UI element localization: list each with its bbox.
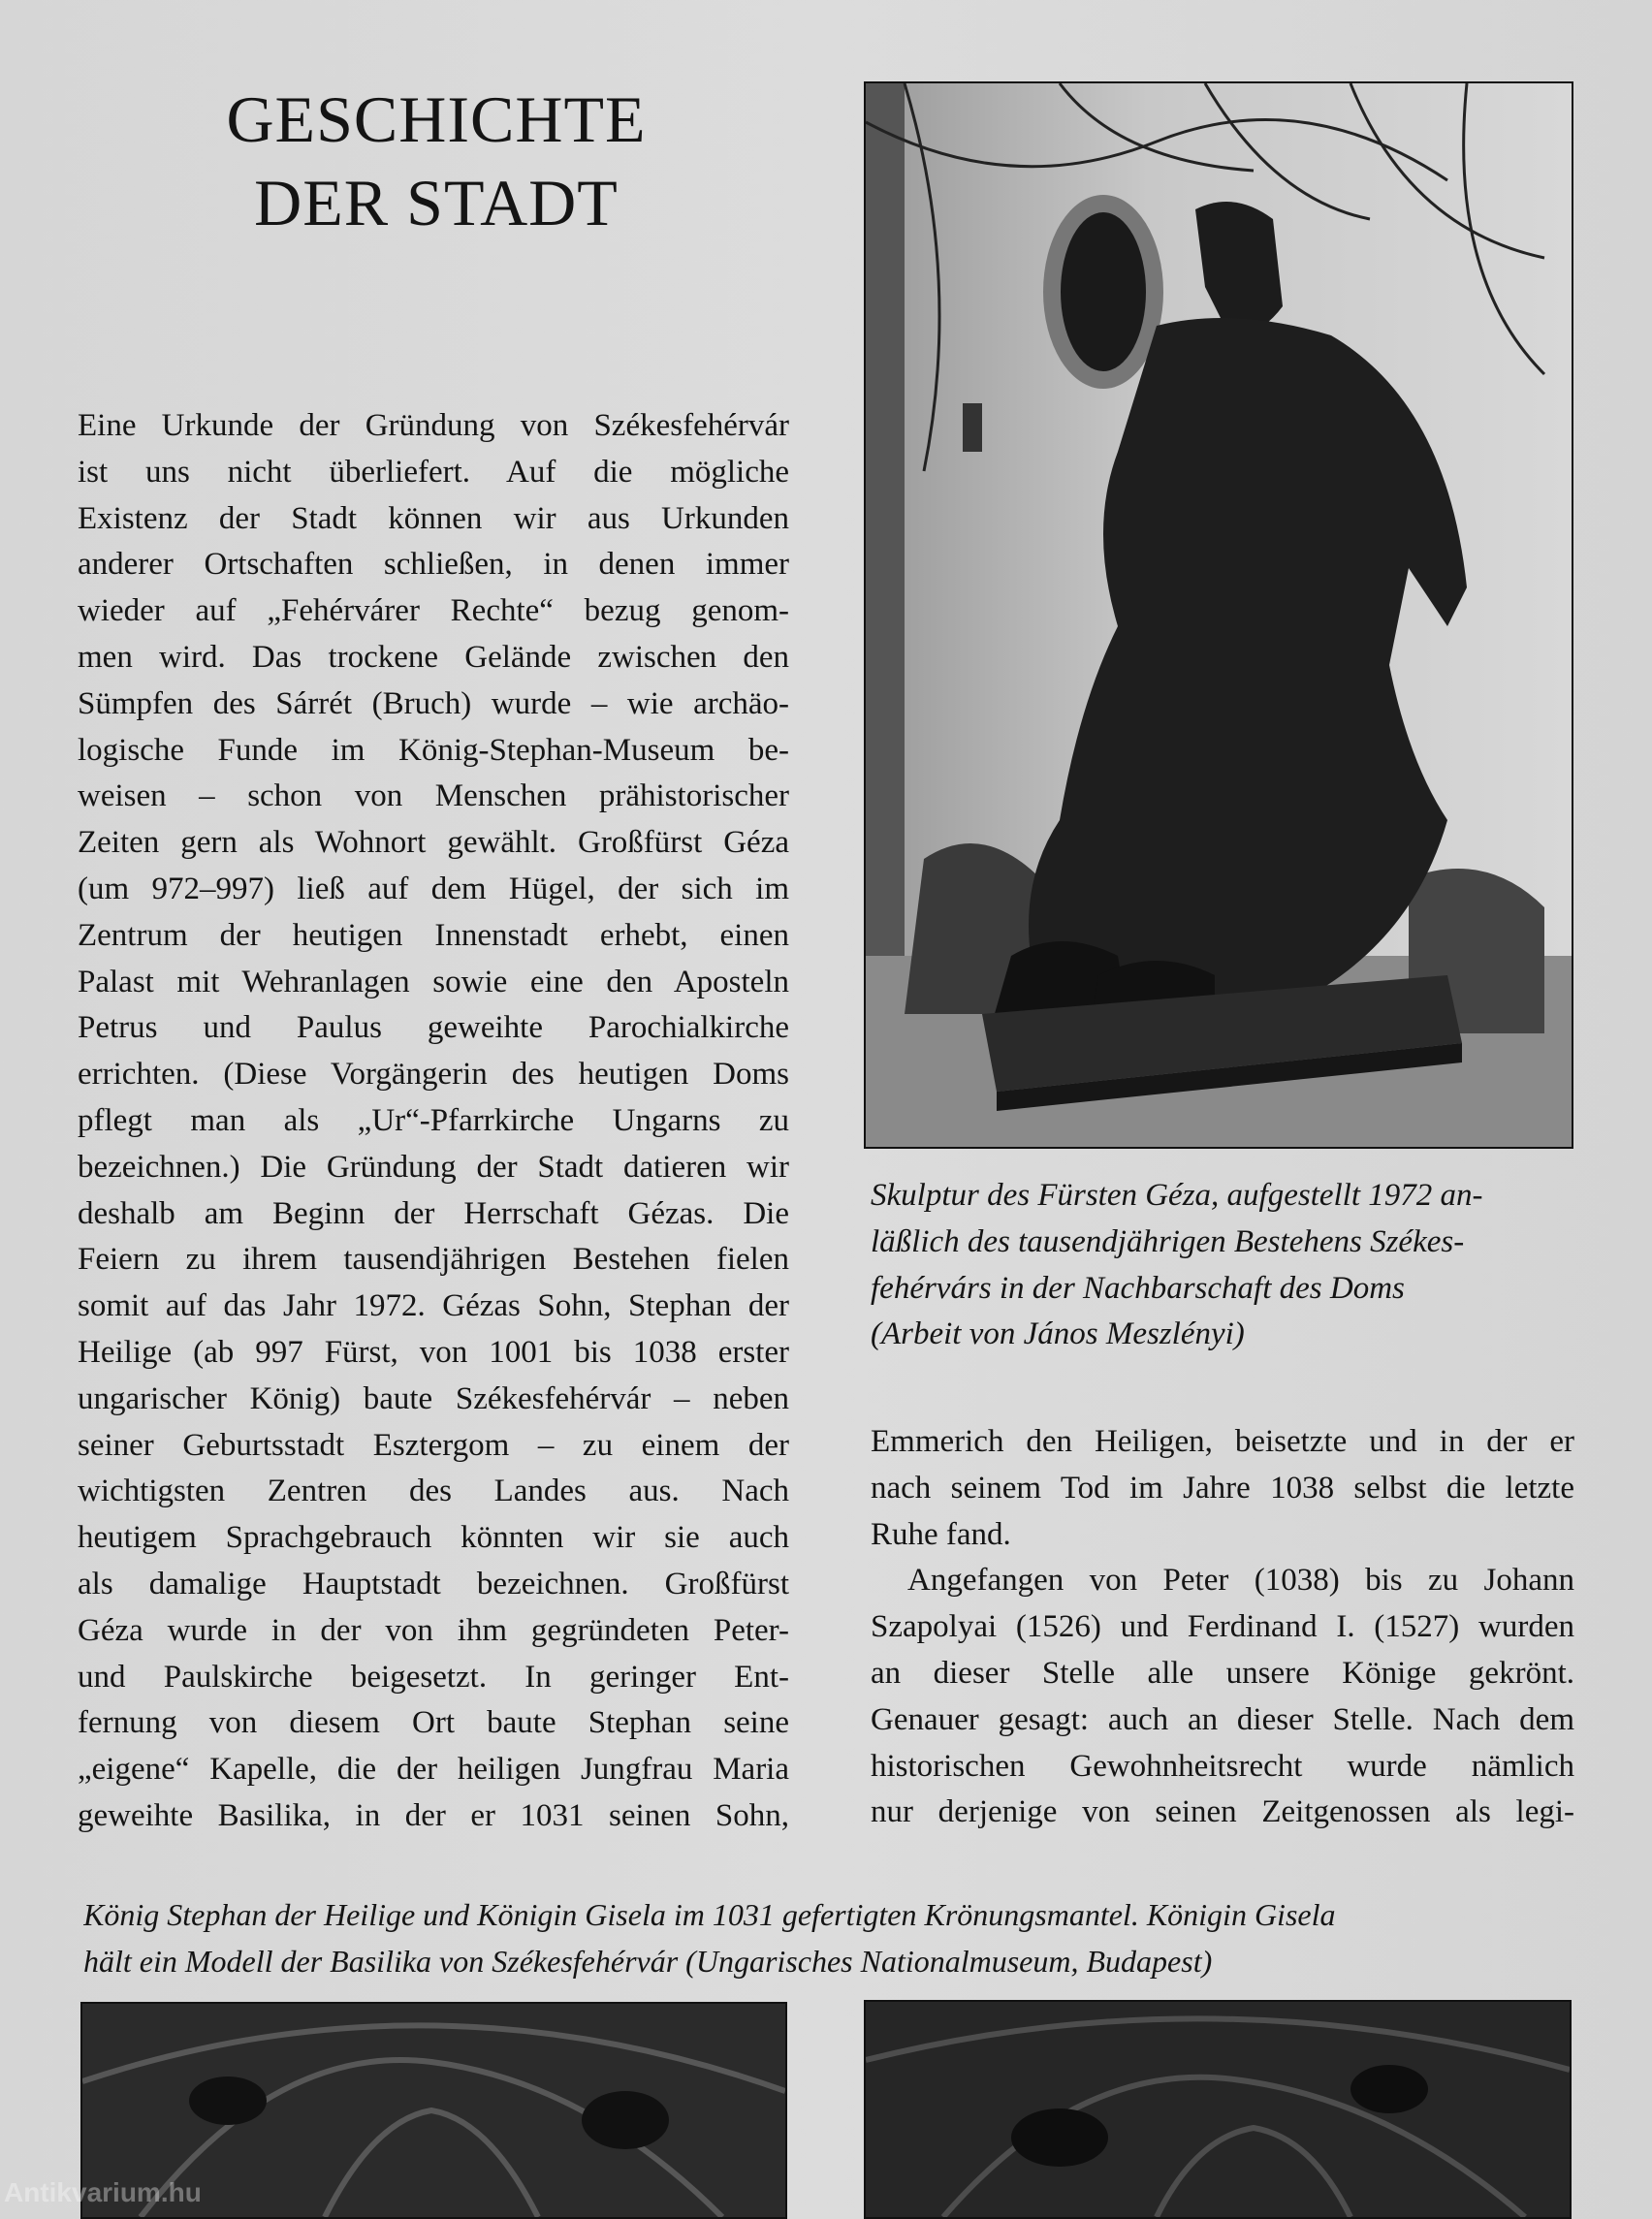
- text-line: historischen Gewohnheitsrecht wurde nämlich: [871, 1748, 1574, 1784]
- text-line: errichten. (Diese Vorgängerin des heutigen Doms: [78, 1057, 789, 1093]
- text-line: Géza wurde in der von ihm gegründeten Peter-: [78, 1612, 789, 1648]
- text-line: logische Funde im König-Stephan-Museum be-: [78, 732, 789, 768]
- statue-photo: [864, 81, 1573, 1149]
- text-line: men wird. Das trockene Gelände zwischen den: [78, 639, 789, 675]
- watermark: Antikvarium.hu: [4, 2177, 202, 2207]
- text-line: Angefangen von Peter (1038) bis zu Johann: [907, 1563, 1574, 1599]
- text-line: wichtigsten Zentren des Landes aus. Nach: [78, 1474, 789, 1509]
- title-line-2: DER STADT: [254, 166, 619, 239]
- text-line: nach seinem Tod im Jahre 1038 selbst die letzte: [871, 1470, 1574, 1506]
- text-line: und Paulskirche beigesetzt. In geringer Ent-: [78, 1659, 789, 1695]
- text-line: Zeiten gern als Wohnort gewählt. Großfürst Géza: [78, 825, 789, 861]
- text-line: bezeichnen.) Die Gründung der Stadt datieren wir: [78, 1149, 789, 1185]
- text-line: pflegt man als „Ur“-Pfarrkirche Ungarns zu: [78, 1102, 789, 1138]
- caption-line: hält ein Modell der Basilika von Székesfehérvár (Ungarisches Nationalmuseum, Budapest): [83, 1943, 1213, 1979]
- caption-line: läßlich des tausendjährigen Bestehens Székes-: [871, 1223, 1465, 1259]
- text-line: nur derjenige von seinen Zeitgenossen als legi-: [871, 1794, 1574, 1830]
- text-line: (um 972–997) ließ auf dem Hügel, der sich im: [78, 871, 789, 906]
- mantle-detail-image-right: [866, 2002, 1570, 2217]
- text-line: „eigene“ Kapelle, die der heiligen Jungfrau Maria: [78, 1752, 789, 1788]
- text-line: deshalb am Beginn der Herrschaft Gézas. Die: [78, 1195, 789, 1231]
- text-line: anderer Ortschaften schließen, in denen immer: [78, 547, 789, 583]
- text-line: ungarischer König) baute Székesfehérvár – neben: [78, 1380, 789, 1416]
- text-line: geweihte Basilika, in der er 1031 seinen Sohn,: [78, 1797, 789, 1833]
- text-line: Emmerich den Heiligen, beisetzte und in der er: [871, 1424, 1574, 1459]
- text-line: seiner Geburtsstadt Esztergom – zu einem der: [78, 1427, 789, 1463]
- right-text-column: [871, 1419, 1574, 1836]
- page-title: [145, 78, 727, 244]
- text-line: Zentrum der heutigen Innenstadt erhebt, einen: [78, 917, 789, 953]
- left-text-column: [78, 403, 789, 1840]
- text-line: Ruhe fand.: [871, 1516, 1011, 1552]
- text-line: somit auf das Jahr 1972. Gézas Sohn, Stephan der: [78, 1288, 789, 1324]
- text-line: Genauer gesagt: auch an dieser Stelle. Nach dem: [871, 1701, 1574, 1737]
- text-line: Heilige (ab 997 Fürst, von 1001 bis 1038 erster: [78, 1334, 789, 1370]
- text-line: Petrus und Paulus geweihte Parochialkirche: [78, 1010, 789, 1046]
- caption-line: König Stephan der Heilige und Königin Gisela im 1031 gefertigten Krönungsmantel. Königin Gisela: [83, 1897, 1336, 1932]
- caption-line: (Arbeit von János Meszlényi): [871, 1316, 1245, 1352]
- text-line: ist uns nicht überliefert. Auf die mögliche: [78, 454, 789, 490]
- caption-line: fehérvárs in der Nachbarschaft des Doms: [871, 1270, 1405, 1306]
- caption-line: Skulptur des Fürsten Géza, aufgestellt 1972 an-: [871, 1178, 1483, 1213]
- text-line: Palast mit Wehranlagen sowie eine den Aposteln: [78, 964, 789, 999]
- text-line: Feiern zu ihrem tausendjährigen Bestehen fielen: [78, 1242, 789, 1278]
- text-line: Existenz der Stadt können wir aus Urkunden: [78, 500, 789, 536]
- text-line: an dieser Stelle alle unsere Könige gekrönt.: [871, 1655, 1574, 1691]
- coronation-mantle-caption: [83, 1892, 1596, 1985]
- text-line: Sümpfen des Sárrét (Bruch) wurde – wie archäo-: [78, 685, 789, 721]
- text-line: wieder auf „Fehérvárer Rechte“ bezug genom-: [78, 593, 789, 629]
- text-line: als damalige Hauptstadt bezeichnen. Großfürst: [78, 1566, 789, 1601]
- text-line: weisen – schon von Menschen prähistorischer: [78, 778, 789, 814]
- statue-photo-caption: [871, 1173, 1574, 1358]
- text-line: fernung von diesem Ort baute Stephan seine: [78, 1705, 789, 1741]
- text-line: Eine Urkunde der Gründung von Székesfehérvár: [78, 408, 789, 443]
- text-line: Szapolyai (1526) und Ferdinand I. (1527) wurden: [871, 1609, 1574, 1645]
- text-line: heutigem Sprachgebrauch könnten wir sie auch: [78, 1520, 789, 1556]
- title-line-1: GESCHICHTE: [226, 82, 647, 156]
- coronation-mantle-photo-right: [864, 2000, 1572, 2219]
- statue-of-geza-image: [866, 83, 1572, 1147]
